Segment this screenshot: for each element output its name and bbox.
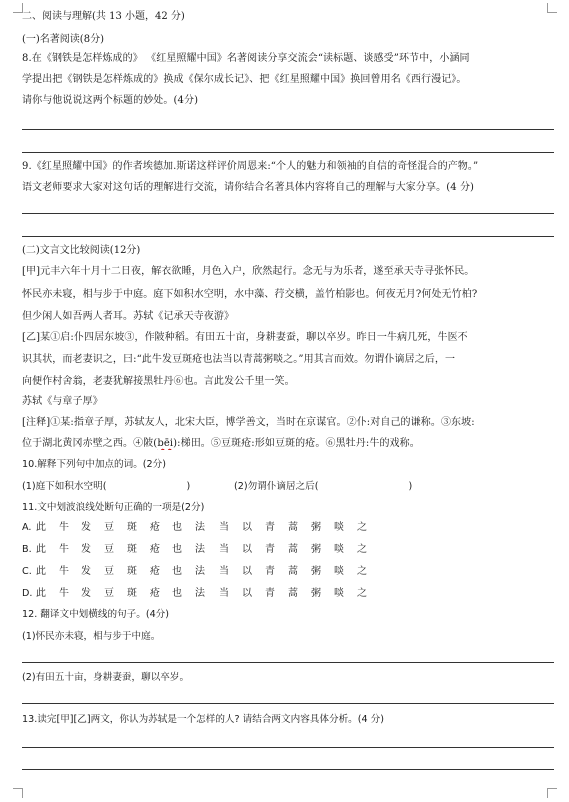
q11-char: 当 xyxy=(219,588,229,599)
answer-line xyxy=(22,769,554,770)
page-corner-mark xyxy=(547,788,557,798)
q12-sentence-2: (2)有田五十亩，身耕妻蚕，聊以卒岁。 xyxy=(22,672,190,683)
q11-char: 蒿 xyxy=(288,588,298,599)
passage-jia-line: 但少闲人如吾两人者耳。苏轼《记承天寺夜游》 xyxy=(22,311,235,322)
page-corner-mark xyxy=(13,788,23,798)
q11-char: 牛 xyxy=(59,566,69,577)
q11-char: 粥 xyxy=(311,544,321,555)
q11-char: 法 xyxy=(195,566,205,577)
q11-option-label: A. xyxy=(22,522,32,533)
q11-char: 斑 xyxy=(127,522,137,533)
q11-char: 此 xyxy=(36,566,46,577)
q9-line: 语文老师要求大家对这句话的理解进行交流，请你结合名著具体内容将自己的理解与大家分享。(4 分) xyxy=(22,182,475,193)
q11-char: 粥 xyxy=(311,566,321,577)
q11-char: 疮 xyxy=(150,522,160,533)
q11-char: 此 xyxy=(36,544,46,555)
answer-line xyxy=(22,152,554,153)
passage-yi-line: 识其状，而老妻识之，曰:“此牛发豆斑疮也法当以青蒿粥啖之。”用其言而效。勿谓仆谪居之后，一 xyxy=(22,354,456,365)
q11-option-a[interactable] xyxy=(22,521,382,534)
q11-char: 青 xyxy=(265,588,275,599)
q11-char: 之 xyxy=(357,566,367,577)
q11-char: 此 xyxy=(36,588,46,599)
q11-option-c[interactable] xyxy=(22,565,382,578)
q11-char: 斑 xyxy=(127,566,137,577)
q11-char: 斑 xyxy=(127,588,137,599)
q11-char: 疮 xyxy=(150,588,160,599)
notes-line xyxy=(22,437,554,450)
q10-item-2-text: (2)勿谓仆谪居之后( xyxy=(234,481,319,492)
passage-yi-source: 苏轼《与章子厚》 xyxy=(22,396,103,407)
q11-char: 疮 xyxy=(150,566,160,577)
notes-text: ):梯田。⑤豆斑疮:形如豆斑的疮。⑥黑牡丹:牛的戏称。 xyxy=(173,438,420,449)
q11-char: 牛 xyxy=(59,522,69,533)
q10-item-1-close: ) xyxy=(186,481,191,492)
q11-char: 也 xyxy=(172,522,182,533)
q11-char: 以 xyxy=(242,588,252,599)
q11-char: 以 xyxy=(242,544,252,555)
q11-char: 法 xyxy=(195,522,205,533)
q11-char: 啖 xyxy=(334,588,344,599)
q8-line: 学提出把《钢铁是怎样炼成的》换成《保尔成长记》、把《红星照耀中国》换回曾用名《西行漫记》。 xyxy=(22,74,467,85)
q12-sentence-1: (1)怀民亦未寝，相与步于中庭。 xyxy=(22,631,161,642)
q11-char: 发 xyxy=(81,544,91,555)
q11-char: 青 xyxy=(265,522,275,533)
q11-char: 蒿 xyxy=(288,566,298,577)
part2-heading: (二)文言文比较阅读(12分) xyxy=(22,245,141,256)
q11-char: 发 xyxy=(81,522,91,533)
q11-char: 也 xyxy=(172,544,182,555)
answer-line xyxy=(22,747,554,748)
q11-char: 斑 xyxy=(127,544,137,555)
q11-option-label: C. xyxy=(22,566,32,577)
q11-char: 啖 xyxy=(334,522,344,533)
passage-jia-line: [甲]元丰六年十月十二日夜，解衣欲睡，月色入户，欣然起行。念无与为乐者，遂至承天寺寻张怀民。 xyxy=(22,266,475,277)
q10-prompt: 10.解释下列句中加点的词。(2分) xyxy=(22,459,166,470)
q10-item-2-close: ) xyxy=(408,481,413,492)
q10-item-1-text: (1)庭下如积水空明( xyxy=(22,481,107,492)
section-title: 二、阅读与理解(共 13 小题，42 分) xyxy=(22,11,185,22)
passage-jia-line: 怀民亦未寝，相与步于中庭。庭下如积水空明，水中藻、荇交横，盖竹柏影也。何夜无月?何处无竹柏? xyxy=(22,289,478,300)
q11-char: 之 xyxy=(357,544,367,555)
q11-option-d[interactable] xyxy=(22,587,382,600)
notes-line: [注释]①某:指章子厚，苏轼友人，北宋大臣，博学善文，当时在京谋官。②仆:对自己的谦称。③东坡: xyxy=(22,417,475,428)
pinyin-bei: bēi xyxy=(157,438,174,449)
q11-char: 豆 xyxy=(104,566,114,577)
q11-char: 此 xyxy=(36,522,46,533)
q11-char: 蒿 xyxy=(288,544,298,555)
q10-item-2 xyxy=(234,480,412,493)
q11-char: 之 xyxy=(357,522,367,533)
passage-yi-line: [乙]某①启:仆四居东坡③，作陂种稻。有田五十亩，身耕妻蚕，聊以卒岁。昨日一牛病几死，牛医不 xyxy=(22,332,468,343)
q11-char: 啖 xyxy=(334,566,344,577)
q11-char: 法 xyxy=(195,588,205,599)
q10-item-1 xyxy=(22,480,190,493)
q11-char: 也 xyxy=(172,566,182,577)
q11-char: 蒿 xyxy=(288,522,298,533)
q11-char: 豆 xyxy=(104,544,114,555)
q11-char: 以 xyxy=(242,522,252,533)
q11-option-b[interactable] xyxy=(22,543,382,556)
passage-yi-line: 向便作村舍翁，老妻犹解接黑牡丹⑥也。言此发公千里一笑。 xyxy=(22,376,295,387)
q11-char: 青 xyxy=(265,544,275,555)
answer-line xyxy=(22,129,554,130)
q8-line: 8.在《钢铁是怎样炼成的》 《红星照耀中国》名著阅读分享交流会“读标题、谈感受”环节中，小涵同 xyxy=(22,53,470,64)
q11-char: 牛 xyxy=(59,544,69,555)
q11-char: 豆 xyxy=(104,522,114,533)
q11-char: 发 xyxy=(81,588,91,599)
q9-line: 9.《红星照耀中国》的作者埃德加.斯诺这样评价周恩来:“个人的魅力和领袖的自信的奇怪混合的产物。” xyxy=(22,161,479,172)
answer-line xyxy=(22,236,554,237)
q11-char: 粥 xyxy=(311,588,321,599)
q11-char: 也 xyxy=(172,588,182,599)
notes-text: 位于湖北黄冈赤壁之西。④陂( xyxy=(22,438,158,449)
q11-char: 粥 xyxy=(311,522,321,533)
q11-char: 当 xyxy=(219,566,229,577)
q11-char: 啖 xyxy=(334,544,344,555)
q11-char: 青 xyxy=(265,566,275,577)
q12-prompt: 12. 翻译文中划横线的句子。(4分) xyxy=(22,609,170,620)
q11-char: 发 xyxy=(81,566,91,577)
answer-line xyxy=(22,703,554,704)
q11-char: 当 xyxy=(219,522,229,533)
q11-char: 牛 xyxy=(59,588,69,599)
q11-char: 豆 xyxy=(104,588,114,599)
answer-line xyxy=(22,662,554,663)
q13-prompt: 13.读完[甲][乙]两文，你认为苏轼是一个怎样的人? 请结合两文内容具体分析。(4 分) xyxy=(22,714,385,725)
part1-heading: (一)名著阅读(8分) xyxy=(22,34,104,45)
q8-line: 请你与他说说这两个标题的妙处。(4分) xyxy=(22,95,199,106)
q11-option-label: B. xyxy=(22,544,32,555)
q11-option-label: D. xyxy=(22,588,33,599)
answer-line xyxy=(22,213,554,214)
q11-char: 疮 xyxy=(150,544,160,555)
q11-char: 法 xyxy=(195,544,205,555)
q11-char: 以 xyxy=(242,566,252,577)
q11-prompt: 11.文中划波浪线处断句正确的一项是(2分) xyxy=(22,502,205,513)
q11-char: 之 xyxy=(357,588,367,599)
q11-char: 当 xyxy=(219,544,229,555)
